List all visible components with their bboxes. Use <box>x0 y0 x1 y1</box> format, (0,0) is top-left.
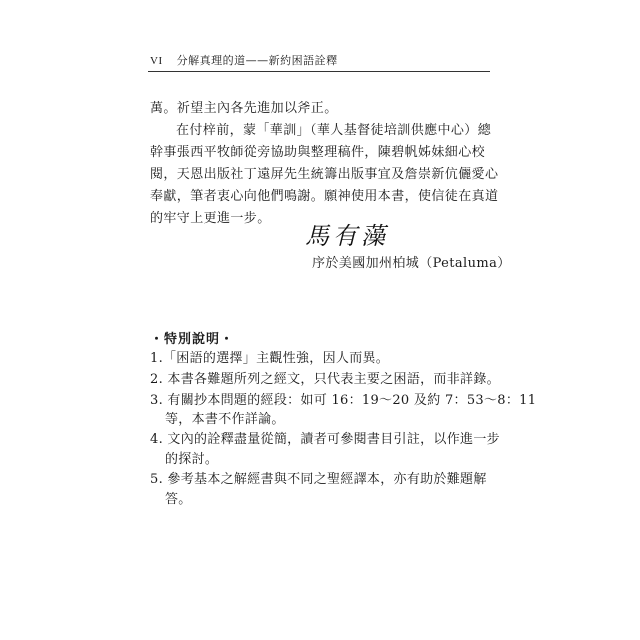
note-item-continuation: 等，本書不作詳論。 <box>165 412 285 427</box>
header-rule <box>148 71 490 72</box>
author-signature: 馬有藻 <box>305 222 389 250</box>
note-item: 1.「困語的選擇」主觀性強，因人而異。 <box>150 351 390 366</box>
preface-line: 萬。祈望主內各先進加以斧正。 <box>150 101 338 116</box>
note-item-continuation: 答。 <box>165 492 192 507</box>
note-item: 3. 有關抄本問題的經段：如可 16：19～20 及約 7：53～8：11 <box>150 393 537 408</box>
preface-line: 幹事張西平牧師從旁協助與整理稿件，陳碧帆姊妹細心校 <box>150 145 486 160</box>
note-item: 4. 文內的詮釋盡量從簡，讀者可參閱書目引註，以作進一步 <box>150 432 500 447</box>
special-notes-title: ・特別說明・ <box>150 332 235 347</box>
preface-line: 的牢守上更進一步。 <box>150 211 271 226</box>
running-title: 分解真理的道——新約困語詮釋 <box>176 54 338 67</box>
note-item: 2. 本書各難題所列之經文，只代表主要之困語，而非詳錄。 <box>150 372 500 387</box>
note-item: 5. 參考基本之解經書與不同之聖經譯本，亦有助於難題解 <box>150 472 487 487</box>
running-header <box>150 52 490 70</box>
note-item-continuation: 的探討。 <box>165 452 219 467</box>
preface-line: 在付梓前，蒙「華訓」（華人基督徒培訓供應中心）總 <box>176 123 492 138</box>
signature-place: 序於美國加州柏城（Petaluma） <box>312 256 511 271</box>
page-number: VI <box>150 55 163 67</box>
preface-line: 奉獻，筆者衷心向他們鳴謝。願神使用本書，使信徒在真道 <box>150 189 499 204</box>
preface-line: 閱，天恩出版社丁遠屏先生統籌出版事宜及詹崇新伉儷愛心 <box>150 167 499 182</box>
